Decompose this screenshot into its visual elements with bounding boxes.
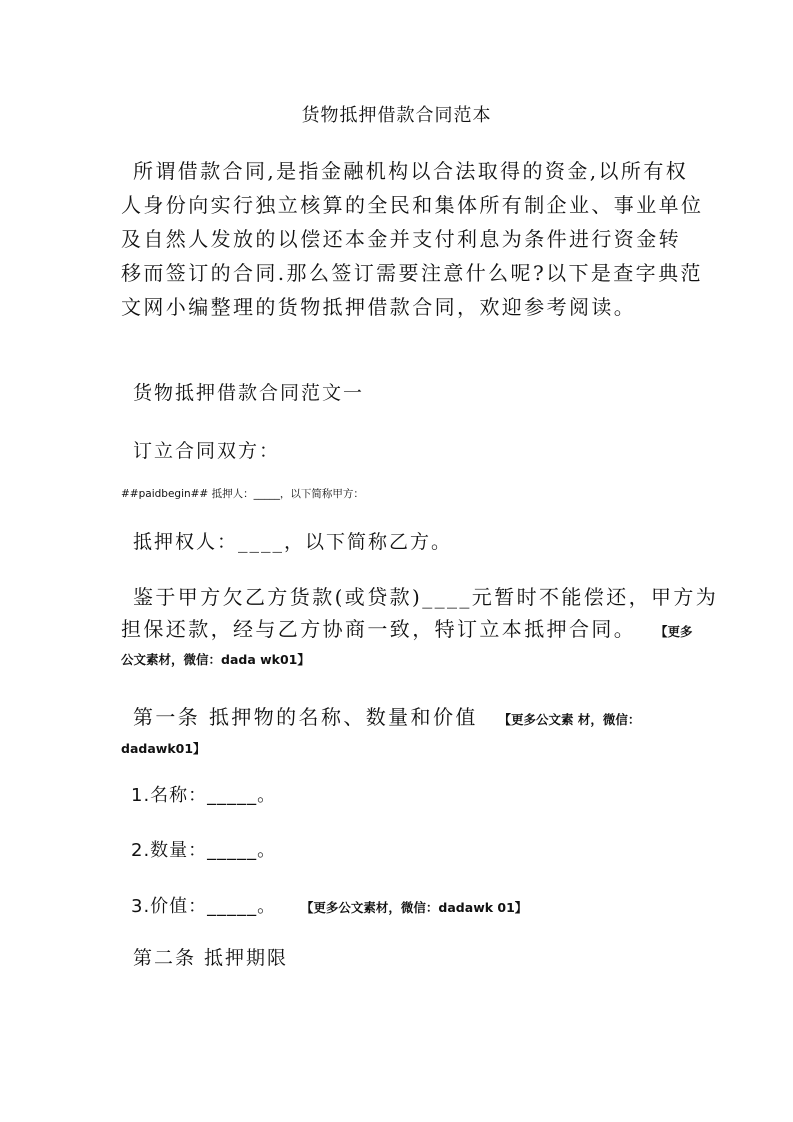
mortgagor-line: ##paidbegin## 抵押人：_____，以下简称甲方： — [121, 488, 364, 500]
intro-line: 移而签订的合同.那么签订需要注意什么呢?以下是查字典范 — [121, 261, 703, 285]
promo-text: 【更多 — [654, 624, 693, 639]
recital-paragraph — [121, 581, 719, 672]
intro-line: 文网小编整理的货物抵押借款合同，欢迎参考阅读。 — [121, 295, 637, 319]
article-1 — [121, 702, 673, 763]
section-heading: 货物抵押借款合同范文一 — [133, 382, 365, 404]
intro-line: 所谓借款合同,是指金融机构以合法取得的资金,以所有权 — [133, 159, 689, 183]
mortgagee-line: 抵押权人：____，以下简称乙方。 — [133, 531, 453, 553]
promo-text: 【更多公文素 材，微信： — [498, 712, 641, 727]
parties-heading: 订立合同双方： — [133, 440, 281, 462]
intro-paragraph — [121, 154, 704, 324]
intro-line: 人身份向实行独立核算的全民和集体所有制企业、事业单位 — [121, 193, 704, 217]
article-1-item: 2.数量：_____。 — [131, 840, 277, 861]
promo-text: 公文素材，微信：dada wk01】 — [121, 652, 310, 667]
recital-line: 鉴于甲方欠乙方货款(或贷款)____元暂时不能偿还，甲方为 — [133, 585, 719, 609]
recital-line: 担保还款，经与乙方协商一致，特订立本抵押合同。 — [121, 617, 637, 641]
article-1-item: 3.价值：_____。 — [131, 896, 277, 917]
article-1-heading: 第一条 抵押物的名称、数量和价值 — [133, 705, 478, 729]
document-title: 货物抵押借款合同范本 — [301, 105, 492, 126]
article-1-item: 1.名称：_____。 — [131, 785, 277, 806]
intro-line: 及自然人发放的以偿还本金并支付利息为条件进行资金转 — [121, 227, 681, 251]
promo-text: 【更多公文素材，微信：dadawk 01】 — [300, 900, 528, 915]
article-2-heading: 第二条 抵押期限 — [133, 947, 289, 969]
promo-text: dadawk01】 — [121, 741, 206, 756]
